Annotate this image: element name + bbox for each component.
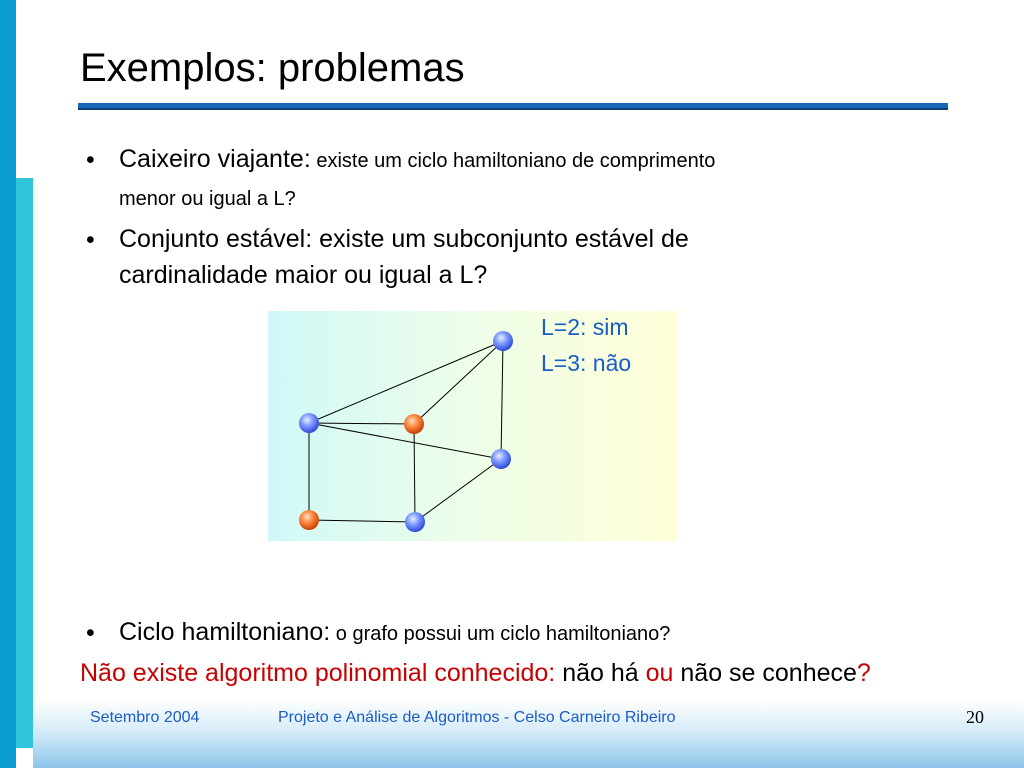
graph-edge — [415, 459, 501, 522]
bullet-term: Ciclo hamiltoniano: — [119, 618, 331, 646]
graph-edge — [414, 341, 503, 424]
footer-date: Setembro 2004 — [90, 709, 200, 726]
conclusion-line — [80, 659, 871, 688]
bullet-item-hamiltonian — [119, 614, 919, 652]
conclusion-red-text: Não existe algoritmo polinomial conhecido: — [80, 659, 556, 687]
footer-course: Projeto e Análise de Algoritmos - Celso Carneiro Ribeiro — [278, 709, 676, 726]
graph-node-blue — [491, 449, 511, 469]
bullet-text: menor ou igual a L? — [119, 188, 296, 210]
title-underline — [78, 103, 948, 110]
conclusion-text: não há — [555, 659, 646, 687]
graph-edge — [309, 423, 501, 459]
page-number: 20 — [966, 707, 984, 727]
graph-node-blue — [493, 331, 513, 351]
conclusion-text: não se conhece — [673, 659, 857, 687]
left-accent-bar — [0, 0, 16, 768]
graph-drawing — [268, 311, 678, 541]
graph-label-l2: L=2: sim — [541, 314, 629, 340]
bullet-marker: • — [86, 146, 95, 174]
conclusion-question-mark: ? — [856, 659, 871, 687]
bullet-marker: • — [86, 619, 95, 647]
bullet-text: o grafo possui um ciclo hamiltoniano? — [330, 623, 671, 645]
graph-node-blue — [405, 512, 425, 532]
graph-label-l3: L=3: não — [541, 350, 632, 376]
graph-edge — [309, 423, 414, 424]
bullet-term: Caixeiro viajante: — [119, 145, 311, 173]
graph-edge — [501, 341, 503, 459]
graph-edge — [309, 520, 415, 522]
bullet-text: existe um ciclo hamiltoniano de comprimento — [310, 150, 716, 172]
graph-node-blue — [299, 413, 319, 433]
graph-figure — [268, 311, 678, 541]
graph-edge — [309, 341, 503, 423]
graph-edge — [414, 424, 415, 522]
graph-edges — [309, 341, 503, 522]
slide-title: Exemplos: problemas — [80, 46, 465, 90]
conclusion-red-ou: ou — [645, 659, 674, 687]
graph-node-orange — [404, 414, 424, 434]
bullet-marker: • — [86, 226, 95, 254]
bullet-text: Conjunto estável: existe um subconjunto estável de — [119, 225, 689, 253]
graph-node-orange — [299, 510, 319, 530]
bullet-text: cardinalidade maior ou igual a L? — [119, 261, 488, 289]
bullet-item-tsp — [119, 141, 919, 217]
bullet-item-stable-set — [119, 221, 919, 293]
left-accent-bar-inner — [16, 178, 33, 748]
